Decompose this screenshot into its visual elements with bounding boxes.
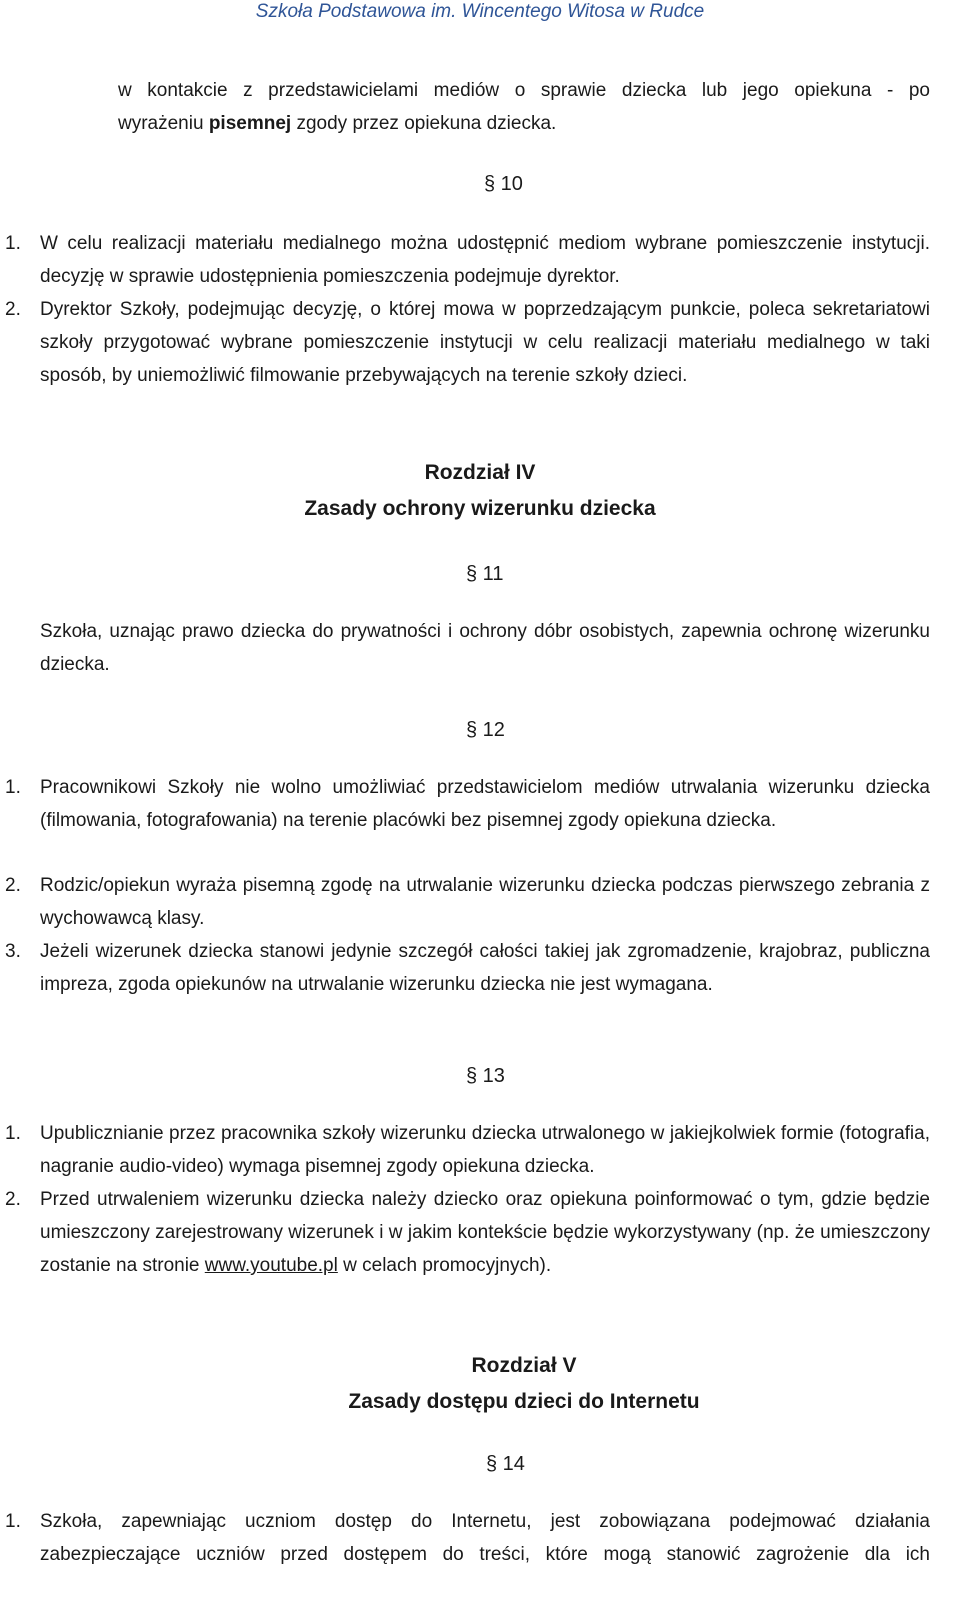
- s10-item-2-number: 2.: [5, 299, 21, 320]
- s13-item-2-text-start: Przed utrwaleniem wizerunku dziecka należy dziecko oraz opiekuna poinformować o tym, gdzie będzie umieszczony zarejestrowany wizerunek i w jakim kontekście będzie wykorzystywany (np. że umieszczony zostanie na stronie: [40, 1189, 930, 1276]
- s14-item-1-number: 1.: [5, 1511, 21, 1532]
- chapter-5-title: Rozdział V: [471, 1354, 577, 1377]
- s11-text: Szkoła, uznając prawo dziecka do prywatności i ochrony dóbr osobistych, zapewnia ochronę wizerunku dziecka.: [40, 621, 930, 675]
- intro-text-end: zgody przez opiekuna dziecka.: [291, 113, 557, 134]
- s10-item-2-text: Dyrektor Szkoły, podejmując decyzję, o której mowa w poprzedzającym punkcie, poleca sekretariatowi szkoły przygotować wybrane pomieszczenie instytucji w celu realizacji materiału medialnego w taki sposób, by uniemożliwić filmowanie przebywających na terenie szkoły dzieci.: [40, 299, 930, 386]
- s13-item-1-number: 1.: [5, 1123, 21, 1144]
- section-10-label: § 10: [484, 173, 523, 195]
- s12-item-3-number: 3.: [5, 941, 21, 962]
- page-header: Szkoła Podstawowa im. Wincentego Witosa w Rudce: [255, 1, 705, 22]
- s13-item-2-text-end: w celach promocyjnych).: [337, 1255, 552, 1276]
- section-13-label: § 13: [466, 1065, 505, 1087]
- intro-bold-text: pisemnej: [208, 113, 292, 134]
- section-14-label: § 14: [486, 1453, 525, 1475]
- s12-item-2-text: Rodzic/opiekun wyraża pisemną zgodę na utrwalanie wizerunku dziecka podczas pierwszego zebrania z wychowawcą klasy.: [40, 875, 930, 929]
- section-11-label: § 11: [466, 563, 504, 585]
- youtube-link[interactable]: www.youtube.pl: [204, 1255, 338, 1276]
- s13-item-1-text: Upublicznianie przez pracownika szkoły wizerunku dziecka utrwalonego w jakiejkolwiek formie (fotografia, nagranie audio-video) wymaga pisemnej zgody opiekuna dziecka.: [40, 1123, 930, 1177]
- s12-item-1-text: Pracownikowi Szkoły nie wolno umożliwiać przedstawicielom mediów utrwalania wizerunku dziecka (filmowania, fotografowania) na terenie placówki bez pisemnej zgody opiekuna dziecka.: [40, 777, 930, 831]
- s12-item-3-text: Jeżeli wizerunek dziecka stanowi jedynie szczegół całości takiej jak zgromadzenie, krajobraz, publiczna impreza, zgoda opiekunów na utrwalanie wizerunku dziecka nie jest wymagana.: [40, 941, 930, 995]
- s12-item-2-number: 2.: [5, 875, 21, 896]
- intro-text: wyrażeniu: [118, 113, 209, 134]
- s10-item-1-text: W celu realizacji materiału medialnego można udostępnić mediom wybrane pomieszczenie instytucji. decyzję w sprawie udostępnienia pomieszczenia podejmuje dyrektor.: [40, 233, 930, 287]
- chapter-5-subtitle: Zasady dostępu dzieci do Internetu: [348, 1390, 700, 1413]
- chapter-4-title: Rozdział IV: [424, 461, 536, 484]
- s13-item-2-text: [40, 1183, 930, 1282]
- intro-line-1: w kontakcie z przedstawicielami mediów o sprawie dziecka lub jego opiekuna - po: [118, 80, 930, 101]
- s10-item-1-number: 1.: [5, 233, 21, 254]
- section-12-label: § 12: [466, 719, 505, 741]
- intro-paragraph: [118, 74, 930, 140]
- s14-item-1-text: Szkoła, zapewniając uczniom dostęp do Internetu, jest zobowiązana podejmować działania zabezpieczające uczniów przed dostępem do treści, które mogą stanowić zagrożenie dla ich: [40, 1511, 930, 1565]
- intro-line-2: [118, 107, 930, 140]
- chapter-4-subtitle: Zasady ochrony wizerunku dziecka: [304, 497, 656, 520]
- s12-item-1-number: 1.: [5, 777, 21, 798]
- s13-item-2-number: 2.: [5, 1189, 21, 1210]
